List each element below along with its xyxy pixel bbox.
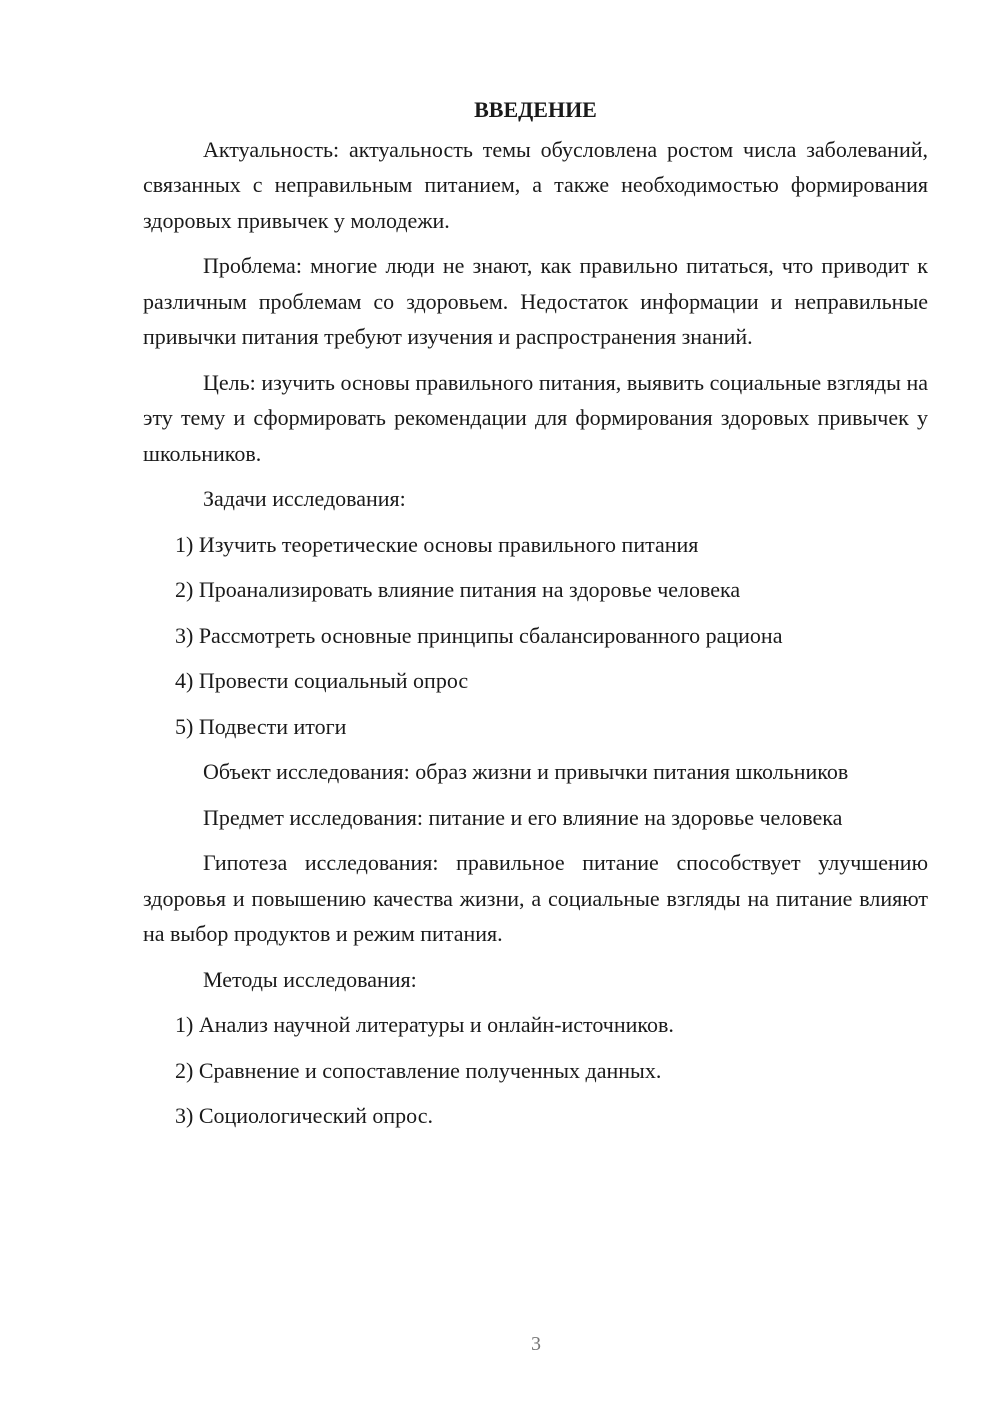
list-item: 2) Проанализировать влияние питания на здоровье человека (175, 577, 741, 602)
methods-list (143, 1007, 928, 1134)
relevance-paragraph: Актуальность: актуальность темы обусловлена ростом числа заболеваний, связанных с неправильным питанием, а также необходимостью формирования здоровых привычек у молодежи. (143, 136, 928, 233)
list-item: 3) Социологический опрос. (175, 1103, 433, 1128)
list-item: 2) Сравнение и сопоставление полученных данных. (175, 1057, 662, 1083)
tasks-list (143, 527, 928, 745)
methods-label: Методы исследования: (203, 966, 417, 992)
list-item: 1) Изучить теоретические основы правильного питания (175, 531, 699, 557)
object-paragraph: Объект исследования: образ жизни и привычки питания школьников (203, 759, 849, 784)
problem-paragraph: Проблема: многие люди не знают, как правильно питаться, что приводит к различным проблемам со здоровьем. Недостаток информации и неправильные привычки питания требуют изучения и распространения знаний. (143, 253, 928, 349)
list-item: 3) Рассмотреть основные принципы сбалансированного рациона (175, 622, 783, 648)
hypothesis-paragraph: Гипотеза исследования: правильное питание способствует улучшению здоровья и повышению качества жизни, а социальные взгляды на питание влияют на выбор продуктов и режим питания. (143, 850, 928, 946)
goal-paragraph: Цель: изучить основы правильного питания, выявить социальные взгляды на эту тему и сформировать рекомендации для формирования здоровых привычек у школьников. (143, 369, 928, 466)
list-item: 5) Подвести итоги (175, 713, 347, 739)
tasks-label: Задачи исследования: (203, 486, 406, 511)
subject-paragraph: Предмет исследования: питание и его влияние на здоровье человека (203, 804, 843, 830)
page-number: 3 (531, 1333, 541, 1355)
list-item: 4) Провести социальный опрос (175, 668, 469, 693)
list-item: 1) Анализ научной литературы и онлайн-источников. (175, 1012, 674, 1037)
page-heading: ВВЕДЕНИЕ (474, 97, 597, 122)
page-content (143, 92, 928, 1144)
